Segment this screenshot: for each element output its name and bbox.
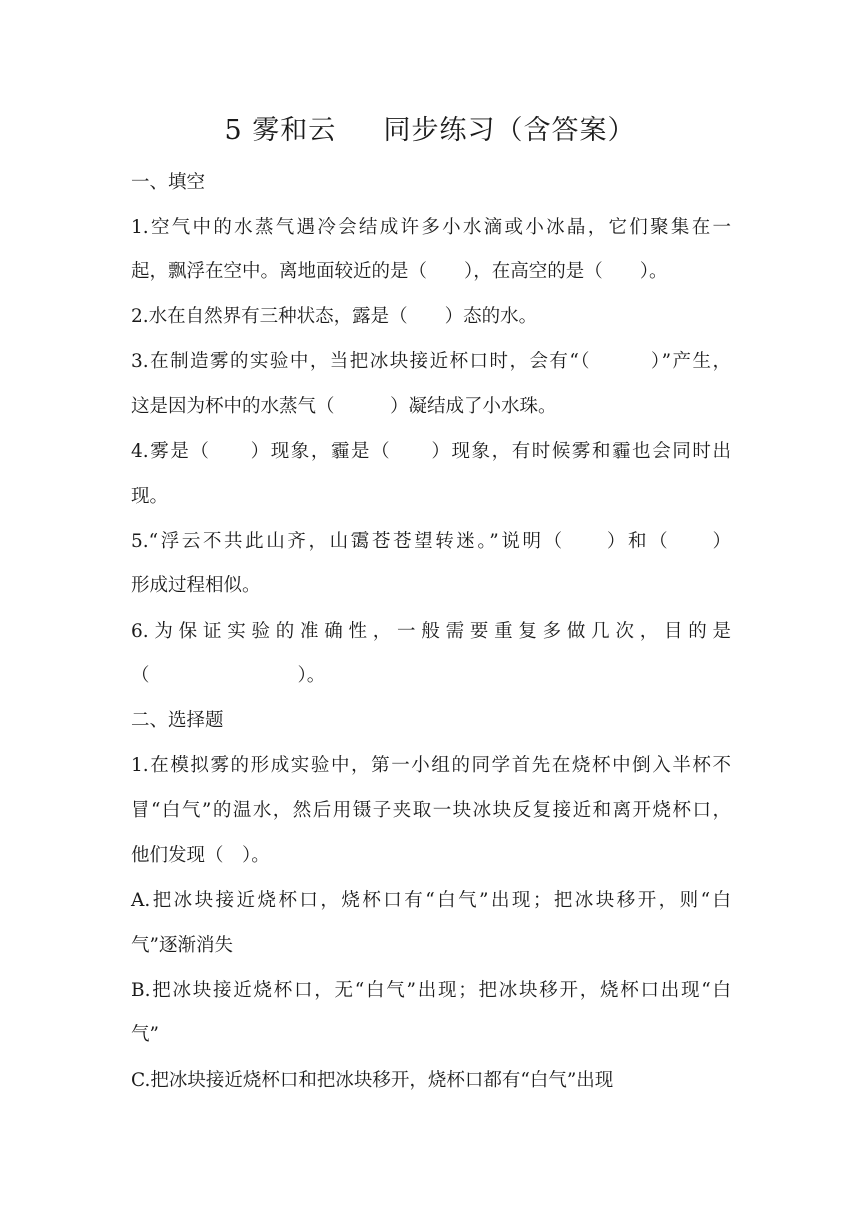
section-heading-multiple-choice: 二、选择题 (131, 710, 224, 731)
question-3-line-1: 3.在制造雾的实验中，当把冰块接近杯口时，会有“（ ）”产生， (131, 351, 731, 372)
option-b-line-2: 气” (131, 1024, 159, 1045)
question-1-line-2: 起，飘浮在空中。离地面较近的是（ ），在高空的是（ ）。 (131, 261, 668, 282)
question-4-line-1: 4.雾是（ ）现象，霾是（ ）现象，有时候雾和霾也会同时出 (131, 441, 731, 462)
document-title: 5 雾和云 同步练习（含答案） (224, 115, 636, 146)
question-5-line-2: 形成过程相似。 (131, 575, 261, 596)
mc-question-1-line-3: 他们发现（ ）。 (131, 845, 270, 866)
option-a-line-1: A.把冰块接近烧杯口，烧杯口有“白气”出现；把冰块移开，则“白 (131, 890, 731, 911)
question-1-line-1: 1.空气中的水蒸气遇冷会结成许多小水滴或小冰晶，它们聚集在一 (131, 217, 731, 238)
question-4-line-2: 现。 (131, 486, 169, 507)
question-3-line-2: 这是因为杯中的水蒸气（ ）凝结成了小水珠。 (131, 396, 557, 417)
question-2-line-1: 2.水在自然界有三种状态，露是（ ）态的水。 (131, 306, 538, 327)
mc-question-1-line-2: 冒“白气”的温水，然后用镊子夹取一块冰块反复接近和离开烧杯口， (131, 800, 731, 821)
option-b-line-1: B.把冰块接近烧杯口，无“白气”出现；把冰块移开，烧杯口出现“白 (131, 980, 731, 1001)
section-heading-fill-blank: 一、填空 (131, 172, 206, 193)
mc-question-1-line-1: 1.在模拟雾的形成实验中，第一小组的同学首先在烧杯中倒入半杯不 (131, 755, 731, 776)
option-c-line-1: C.把冰块接近烧杯口和把冰块移开，烧杯口都有“白气”出现 (131, 1070, 614, 1091)
question-5-line-1: 5.“浮云不共此山齐，山霭苍苍望转迷。”说明（ ）和（ ） (131, 531, 731, 552)
option-a-line-2: 气”逐渐消失 (131, 935, 233, 956)
question-6-line-1: 6.为保证实验的准确性，一般需要重复多做几次，目的是 (131, 621, 731, 642)
question-6-line-2: （ ）。 (131, 665, 326, 686)
